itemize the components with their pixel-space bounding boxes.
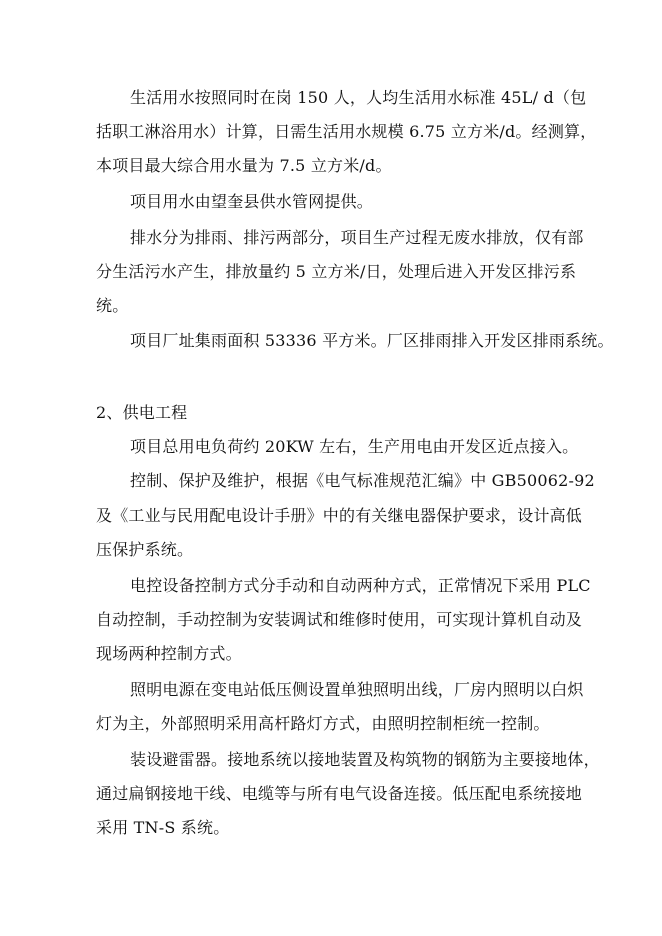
paragraph-line: 项目总用电负荷约 20KW 左右，生产用电由开发区近点接入。 (130, 437, 579, 456)
paragraph-line: 自动控制，手动控制为安装调试和维修时使用，可实现计算机自动及 (96, 610, 583, 629)
paragraph-line: 统。 (96, 296, 129, 315)
paragraph-line: 现场两种控制方式。 (96, 644, 242, 663)
paragraph-line: 灯为主，外部照明采用高杆路灯方式，由照明控制柜统一控制。 (96, 714, 550, 733)
paragraph-line: 照明电源在变电站低压侧设置单独照明出线，厂房内照明以白炽 (130, 680, 584, 699)
paragraph-line: 排水分为排雨、排污两部分，项目生产过程无废水排放，仅有部 (130, 228, 584, 247)
paragraph-line: 装设避雷器。接地系统以接地装置及构筑物的钢筋为主要接地体， (130, 750, 600, 769)
paragraph-line: 分生活污水产生，排放量约 5 立方米/日，处理后进入开发区排污系 (96, 262, 577, 281)
paragraph-line: 括职工淋浴用水）计算，日需生活用水规模 6.75 立方米/d。经测算， (96, 122, 597, 141)
paragraph-line: 项目用水由望奎县供水管网提供。 (130, 192, 374, 211)
paragraph-line: 本项目最大综合用水量为 7.5 立方米/d。 (96, 156, 392, 175)
section-heading: 2、供电工程 (96, 403, 188, 422)
paragraph-line: 生活用水按照同时在岗 150 人，人均生活用水标准 45L/ d（包 (130, 88, 587, 107)
paragraph-line: 控制、保护及维护，根据《电气标准规范汇编》中 GB50062-92 (130, 471, 595, 490)
paragraph-line: 压保护系统。 (96, 540, 194, 559)
paragraph-line: 项目厂址集雨面积 53336 平方米。厂区排雨排入开发区排雨系统。 (130, 331, 614, 350)
paragraph-line: 及《工业与民用配电设计手册》中的有关继电器保护要求，设计高低 (96, 506, 583, 525)
paragraph-line: 电控设备控制方式分手动和自动两种方式，正常情况下采用 PLC (130, 576, 591, 595)
paragraph-line: 通过扁钢接地干线、电缆等与所有电气设备连接。低压配电系统接地 (96, 784, 583, 803)
paragraph-line: 采用 TN-S 系统。 (96, 818, 230, 837)
